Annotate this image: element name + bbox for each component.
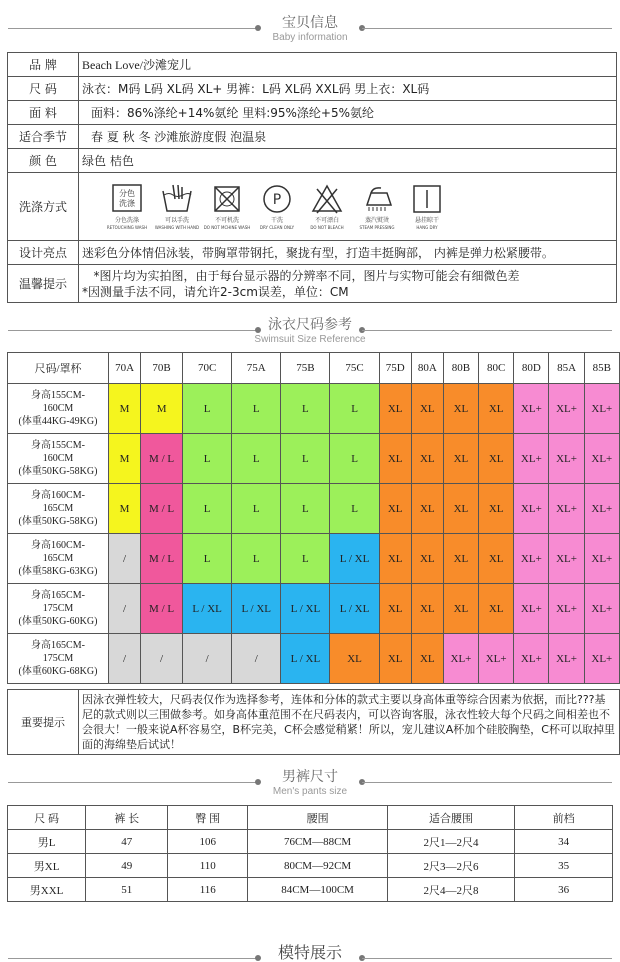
pants-cell: 2尺1—2尺4 xyxy=(387,830,514,854)
pants-header: 尺 码 xyxy=(8,806,86,830)
steam-iron-icon xyxy=(361,183,393,215)
care-label-zh: 悬挂晾干 xyxy=(414,216,439,224)
size-cell: / xyxy=(109,584,141,634)
size-cell: XL+ xyxy=(443,634,478,684)
section-title: 模特展示 xyxy=(277,943,342,962)
hand-wash-icon xyxy=(161,183,193,215)
size-corner-header: 尺码/罩杯 xyxy=(8,353,109,384)
pants-size-table xyxy=(7,805,613,902)
svg-text:分色: 分色 xyxy=(119,188,135,198)
table-row xyxy=(8,878,613,902)
section-subtitle: Men's pants size xyxy=(272,786,348,797)
size-cell: XL xyxy=(479,384,514,434)
size-cell: XL xyxy=(443,534,478,584)
size-cell: L xyxy=(232,534,281,584)
section-header-swimsuit-size xyxy=(0,316,620,346)
size-cell: XL+ xyxy=(549,534,584,584)
size-cell: L xyxy=(281,484,330,534)
separate-wash-icon xyxy=(111,183,143,215)
size-cell: XL+ xyxy=(584,484,619,534)
pants-header: 裤 长 xyxy=(86,806,168,830)
size-cell: XL xyxy=(379,484,411,534)
size-cell: L xyxy=(183,434,232,484)
size-cell: XL xyxy=(479,534,514,584)
fabric-label: 面 料 xyxy=(8,101,79,125)
pants-header: 臀 围 xyxy=(168,806,248,830)
pants-header: 适合腰围 xyxy=(387,806,514,830)
pants-cell: 47 xyxy=(86,830,168,854)
size-cell: L / XL xyxy=(330,534,379,584)
size-cell: L xyxy=(330,384,379,434)
care-label-en: WASHING WITH HAND xyxy=(154,224,200,230)
svg-text:P: P xyxy=(272,191,282,208)
size-cell: L / XL xyxy=(330,584,379,634)
size-cell: L / XL xyxy=(281,634,330,684)
size-cell: XL xyxy=(411,384,443,434)
steam-iron-care-item xyxy=(352,183,402,231)
size-cell: XL+ xyxy=(514,634,549,684)
section-title: 宝贝信息 xyxy=(282,15,338,31)
care-label-en: STEAM PRESSING xyxy=(359,224,395,230)
pants-header: 腰围 xyxy=(248,806,388,830)
care-label-zh: 干洗 xyxy=(270,216,283,224)
care-label-zh: 蒸汽熨烫 xyxy=(364,216,389,224)
section-subtitle: Baby information xyxy=(272,32,348,43)
section-subtitle: Swimsuit Size Reference xyxy=(254,334,366,345)
size-cell: XL xyxy=(411,484,443,534)
table-row xyxy=(8,384,620,434)
size-cell: L / XL xyxy=(232,584,281,634)
important-note-table xyxy=(7,689,620,755)
size-cell: XL+ xyxy=(549,634,584,684)
size-cell: L / XL xyxy=(281,584,330,634)
size-cell: L xyxy=(232,484,281,534)
table-row xyxy=(8,854,613,878)
size-cell: M / L xyxy=(141,434,183,484)
size-cell: XL xyxy=(411,634,443,684)
pants-cell: 35 xyxy=(515,854,613,878)
design-value: 迷彩色分体情侣泳装，带胸罩带钢托，聚拢有型，打造丰挺胸部， 内裤是弹力松紧腰带。 xyxy=(79,241,617,265)
size-cell: XL xyxy=(411,434,443,484)
pants-cell: 80CM—92CM xyxy=(248,854,388,878)
color-value: 绿色 桔色 xyxy=(79,149,617,173)
care-label-zh: 不可机洗 xyxy=(214,216,239,224)
size-cell: XL xyxy=(443,584,478,634)
size-cell: XL xyxy=(479,484,514,534)
brand-label: 品 牌 xyxy=(8,53,79,77)
cup-header: 70B xyxy=(141,353,183,384)
svg-text:洗涤: 洗涤 xyxy=(119,198,135,208)
size-cell: XL+ xyxy=(549,384,584,434)
size-cell: XL+ xyxy=(584,584,619,634)
care-label-zh: 不可漂白 xyxy=(314,216,339,224)
no-machine-wash-care-item xyxy=(202,183,252,231)
table-row xyxy=(8,830,613,854)
pants-cell: 110 xyxy=(168,854,248,878)
pants-cell: 51 xyxy=(86,878,168,902)
size-cell: L xyxy=(330,484,379,534)
care-label-zh: 分色洗涤 xyxy=(114,216,139,224)
size-cell: M xyxy=(109,484,141,534)
size-cell: / xyxy=(183,634,232,684)
size-cell: L xyxy=(232,384,281,434)
size-cell: XL xyxy=(479,584,514,634)
size-cell: L / XL xyxy=(183,584,232,634)
size-cell: XL xyxy=(479,434,514,484)
care-label-en: DO NOT MCHINE WASH xyxy=(203,224,251,230)
height-weight-label: 身高155CM- 160CM (体重50KG-58KG) xyxy=(8,434,109,484)
size-cell: XL xyxy=(443,484,478,534)
no-machine-wash-icon xyxy=(211,183,243,215)
pants-cell: 84CM—100CM xyxy=(248,878,388,902)
size-cell: L xyxy=(330,434,379,484)
size-cell: XL xyxy=(411,584,443,634)
size-cell: XL xyxy=(411,534,443,584)
care-label-en: HANG DRY xyxy=(416,224,438,230)
care-label-en: DRY CLEAN ONLY xyxy=(259,224,295,230)
swimsuit-size-table xyxy=(7,352,620,684)
wash-icons xyxy=(79,173,617,241)
size-cell: L xyxy=(183,384,232,434)
pants-cell: 49 xyxy=(86,854,168,878)
fabric-value: 面料：86%涤纶+14%氨纶 里料:95%涤纶+5%氨纶 xyxy=(79,101,617,125)
cup-header: 70A xyxy=(109,353,141,384)
cup-header: 85A xyxy=(549,353,584,384)
table-row xyxy=(8,634,620,684)
pants-cell: 36 xyxy=(515,878,613,902)
size-cell: XL xyxy=(379,434,411,484)
pants-cell: 76CM—88CM xyxy=(248,830,388,854)
size-cell: / xyxy=(109,634,141,684)
size-cell: M xyxy=(109,434,141,484)
height-weight-label: 身高155CM- 160CM (体重44KG-49KG) xyxy=(8,384,109,434)
care-label-en: DO NOT BLEACH xyxy=(310,224,344,230)
size-cell: XL+ xyxy=(479,634,514,684)
no-bleach-care-item xyxy=(302,183,352,231)
size-cell: XL+ xyxy=(584,634,619,684)
height-weight-label: 身高160CM- 165CM (体重58KG-63KG) xyxy=(8,534,109,584)
cup-header: 75A xyxy=(232,353,281,384)
pants-cell: 116 xyxy=(168,878,248,902)
care-label-en: RETOUCHING WASH xyxy=(106,224,148,230)
size-value: 泳衣：M码 L码 XL码 XL+ 男裤：L码 XL码 XXL码 男上衣：XL码 xyxy=(79,77,617,101)
pants-cell: 男XXL xyxy=(8,878,86,902)
pants-cell: 106 xyxy=(168,830,248,854)
table-row xyxy=(8,434,620,484)
separate-wash-care-item xyxy=(102,183,152,231)
design-label: 设计亮点 xyxy=(8,241,79,265)
pants-cell: 2尺4—2尺8 xyxy=(387,878,514,902)
section-header-pants-size xyxy=(0,768,620,798)
height-weight-label: 身高165CM- 175CM (体重60KG-68KG) xyxy=(8,634,109,684)
cup-header: 75D xyxy=(379,353,411,384)
size-cell: M xyxy=(141,384,183,434)
size-cell: M / L xyxy=(141,484,183,534)
cup-header: 80B xyxy=(443,353,478,384)
size-cell: XL+ xyxy=(584,534,619,584)
size-cell: L xyxy=(281,534,330,584)
pants-cell: 男XL xyxy=(8,854,86,878)
size-cell: XL+ xyxy=(549,484,584,534)
size-cell: L xyxy=(281,434,330,484)
size-cell: M / L xyxy=(141,584,183,634)
brand-value: Beach Love/沙滩宠儿 xyxy=(79,53,617,77)
size-cell: XL+ xyxy=(514,434,549,484)
dry-clean-care-item xyxy=(252,183,302,231)
no-bleach-icon xyxy=(311,183,343,215)
pants-header: 前档 xyxy=(515,806,613,830)
pants-cell: 34 xyxy=(515,830,613,854)
tips-line-1: *图片均为实拍图，由于每台显示器的分辨率不同，图片与实物可能会有细微色差 xyxy=(82,268,520,283)
size-cell: XL xyxy=(379,534,411,584)
section-title: 泳衣尺码参考 xyxy=(268,317,352,333)
section-title: 男裤尺寸 xyxy=(282,769,338,785)
tips-label: 温馨提示 xyxy=(8,265,79,303)
note-label: 重要提示 xyxy=(8,690,79,755)
hang-dry-icon xyxy=(411,183,443,215)
size-cell: L xyxy=(183,484,232,534)
tips-value xyxy=(79,265,617,303)
note-text: 因泳衣弹性较大，尺码表仅作为选择参考，连体和分体的款式主要以身高体重等综合因素为依据，而比???基尼的款式则以三围做参考。如身高体重范围不在尺码表内，可以咨询客服，泳衣性较大每个尺码之间相差也不会很大！一般来说A杯容易空，B杯完美，C杯会感觉稍紧！所以，宠儿建议A杯加个硅胶胸垫，C杯可以取掉里面的海绵垫后试试！ xyxy=(79,690,620,755)
size-cell: M / L xyxy=(141,534,183,584)
size-cell: L xyxy=(281,384,330,434)
wash-label: 洗涤方式 xyxy=(8,173,79,241)
size-cell: / xyxy=(141,634,183,684)
pants-cell: 2尺3—2尺6 xyxy=(387,854,514,878)
size-cell: XL+ xyxy=(584,384,619,434)
dry-clean-icon xyxy=(261,183,293,215)
cup-header: 80A xyxy=(411,353,443,384)
size-cell: XL+ xyxy=(514,584,549,634)
size-cell: XL xyxy=(379,634,411,684)
size-cell: XL+ xyxy=(549,584,584,634)
size-cell: XL+ xyxy=(514,484,549,534)
table-row xyxy=(8,484,620,534)
size-cell: XL+ xyxy=(514,384,549,434)
color-label: 颜 色 xyxy=(8,149,79,173)
care-label-zh: 可以手洗 xyxy=(164,216,189,224)
height-weight-label: 身高165CM- 175CM (体重50KG-60KG) xyxy=(8,584,109,634)
cup-header: 80D xyxy=(514,353,549,384)
hang-dry-care-item xyxy=(402,183,452,231)
size-cell: L xyxy=(232,434,281,484)
height-weight-label: 身高160CM- 165CM (体重50KG-58KG) xyxy=(8,484,109,534)
size-cell: M xyxy=(109,384,141,434)
size-cell: XL+ xyxy=(514,534,549,584)
cup-header: 75C xyxy=(330,353,379,384)
size-cell: XL+ xyxy=(584,434,619,484)
cup-header: 70C xyxy=(183,353,232,384)
pants-cell: 男L xyxy=(8,830,86,854)
size-cell: XL+ xyxy=(549,434,584,484)
table-row xyxy=(8,534,620,584)
product-info-table xyxy=(7,52,617,303)
season-value: 春 夏 秋 冬 沙滩旅游度假 泡温泉 xyxy=(79,125,617,149)
section-header-model xyxy=(0,944,620,962)
cup-header: 85B xyxy=(584,353,619,384)
tips-line-2: *因测量手法不同，请允许2-3cm误差，单位：CM xyxy=(82,284,349,299)
cup-header: 75B xyxy=(281,353,330,384)
table-row xyxy=(8,584,620,634)
size-cell: XL xyxy=(379,584,411,634)
size-cell: XL xyxy=(330,634,379,684)
size-cell: XL xyxy=(443,434,478,484)
size-cell: / xyxy=(232,634,281,684)
size-label: 尺 码 xyxy=(8,77,79,101)
size-cell: XL xyxy=(443,384,478,434)
cup-header: 80C xyxy=(479,353,514,384)
size-cell: / xyxy=(109,534,141,584)
size-cell: XL xyxy=(379,384,411,434)
section-header-baby-info xyxy=(0,14,620,44)
size-cell: L xyxy=(183,534,232,584)
season-label: 适合季节 xyxy=(8,125,79,149)
hand-wash-care-item xyxy=(152,183,202,231)
